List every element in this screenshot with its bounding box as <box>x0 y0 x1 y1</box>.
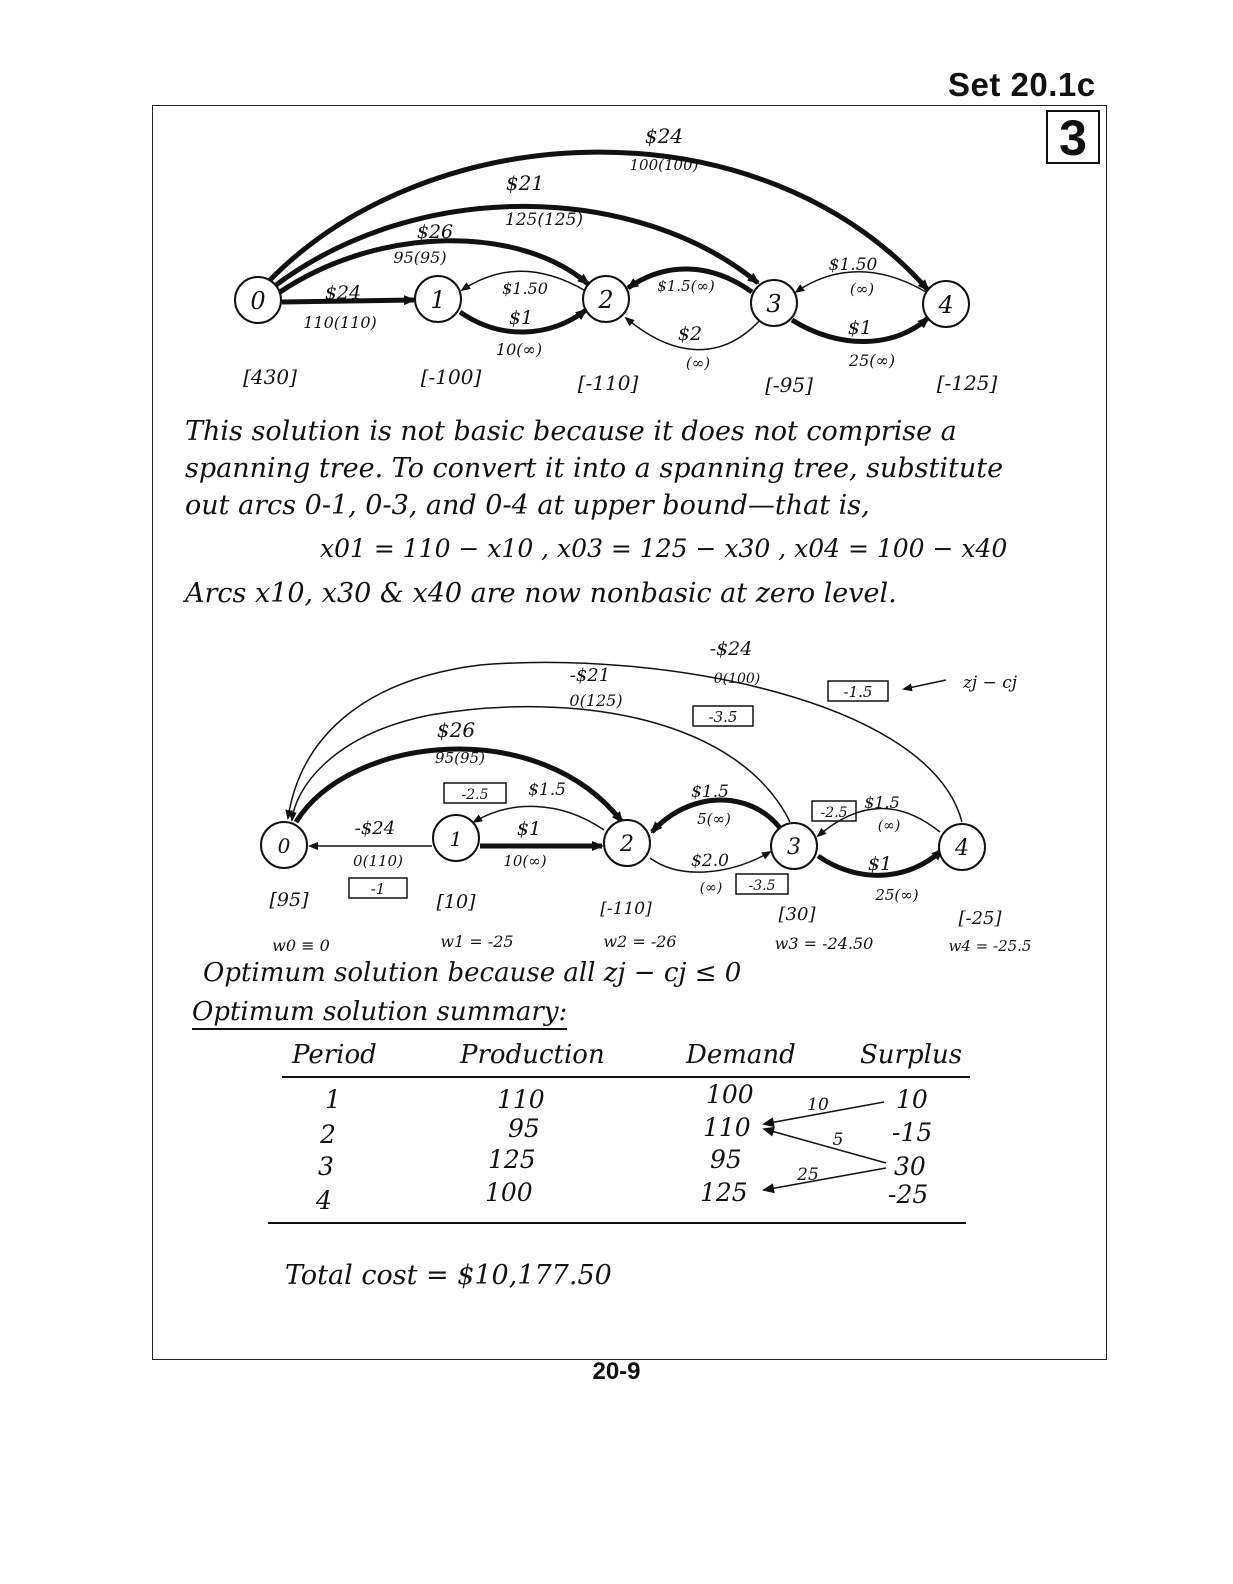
network-diagram-2 <box>0 635 1233 965</box>
node-2 <box>604 820 650 866</box>
arc-3-2-cost: $1.5 <box>691 782 729 802</box>
reduced-cost-box <box>828 681 888 701</box>
cell-surplus: 30 <box>894 1152 926 1181</box>
optimality-statement: Optimum solution because all zj − cj ≤ 0 <box>203 958 742 988</box>
reduced-cost-value: -1 <box>370 880 386 898</box>
arc-2-3-flow: (∞) <box>699 880 723 896</box>
arc-0-4-flow: 100(100) <box>629 156 699 174</box>
arc-1-0-flow: 0(110) <box>353 852 403 870</box>
node-1 <box>433 815 479 861</box>
node-label: 1 <box>430 286 446 314</box>
arc-2-3-flow: (∞) <box>685 354 711 372</box>
table-header-period: Period <box>292 1040 377 1070</box>
arc-0-2-flow: 95(95) <box>435 749 485 767</box>
node-2-value: [-110] <box>600 899 652 919</box>
arc-4-3-flow: (∞) <box>877 818 901 834</box>
cell-period: 3 <box>318 1152 334 1181</box>
nonbasic-arcs-line: Arcs x10, x30 & x40 are now nonbasic at zero level. <box>185 578 897 609</box>
arc-3-0-flow: 0(125) <box>569 691 623 710</box>
zc-label: zj − cj <box>962 673 1018 693</box>
node-4-value: [-25] <box>958 908 1002 929</box>
arc-4-0-cost: -$24 <box>709 638 753 660</box>
arc-0-2-cost: $26 <box>436 718 476 742</box>
node-2 <box>583 276 629 322</box>
cell-production: 95 <box>508 1114 540 1143</box>
reduced-cost-value: -3.5 <box>708 708 738 726</box>
node-label: 0 <box>277 834 291 858</box>
arc-0-2-cost: $26 <box>416 221 454 243</box>
cell-demand: 100 <box>706 1080 754 1109</box>
dual-w0: w0 ≡ 0 <box>272 936 330 955</box>
cell-period: 1 <box>325 1085 341 1114</box>
cell-period: 4 <box>316 1186 332 1215</box>
arc-0-1-cost: $24 <box>324 282 362 304</box>
arc-2-1-cost: $1.5 <box>528 780 566 800</box>
reduced-cost-box <box>812 801 856 821</box>
arc-0-1-flow: 110(110) <box>303 313 377 332</box>
node-3-value: [-95] <box>765 373 813 397</box>
arc-4-3-cost: $1.50 <box>828 255 878 275</box>
cell-production: 100 <box>485 1178 533 1207</box>
transfer-arrow-2 <box>764 1129 886 1163</box>
arc-1-2-cost: $1 <box>516 818 542 840</box>
cell-production: 125 <box>488 1145 536 1174</box>
node-label: 4 <box>955 836 969 861</box>
node-label: 3 <box>787 835 801 860</box>
explanation-line-3: out arcs 0-1, 0-3, and 0-4 at upper bound—that is, <box>185 490 870 521</box>
set-number-box: 3 <box>1046 110 1100 164</box>
reduced-cost-box <box>444 783 506 803</box>
reduced-cost-box <box>736 874 788 894</box>
arc-1-2-flow: 10(∞) <box>495 340 543 359</box>
reduced-cost-box <box>693 706 753 726</box>
zc-pointer-arrow <box>904 680 946 689</box>
cell-period: 2 <box>320 1120 336 1149</box>
reduced-cost-box <box>349 878 407 898</box>
node-0 <box>235 277 281 323</box>
dual-w4: w4 = -25.5 <box>948 937 1032 955</box>
node-3 <box>771 823 817 869</box>
reduced-cost-value: -2.5 <box>461 787 489 803</box>
arc-1-2-cost: $1 <box>508 307 534 329</box>
node-2-value: [-110] <box>577 371 639 395</box>
summary-title: Optimum solution summary: <box>192 997 567 1030</box>
dual-w1: w1 = -25 <box>440 932 514 951</box>
cell-surplus: -25 <box>888 1180 929 1209</box>
arc-3-0-cost: -$21 <box>569 665 611 686</box>
arc-0-3-cost: $21 <box>505 171 545 195</box>
arc-3-4-cost: $1 <box>847 317 873 339</box>
node-3 <box>751 280 797 326</box>
node-1 <box>415 276 461 322</box>
table-header-demand: Demand <box>686 1040 796 1070</box>
reduced-cost-value: -2.5 <box>820 805 848 821</box>
cell-surplus: 10 <box>896 1085 928 1114</box>
cell-demand: 110 <box>703 1113 751 1142</box>
explanation-line-1: This solution is not basic because it does not comprise a <box>185 416 957 447</box>
dual-w3: w3 = -24.50 <box>774 934 874 953</box>
arc-0-4-cost: $24 <box>644 124 684 148</box>
dual-w2: w2 = -26 <box>603 932 677 951</box>
node-3-value: [30] <box>778 904 816 925</box>
arc-2-3-cost: $2.0 <box>691 851 729 871</box>
node-4-value: [-125] <box>936 371 998 395</box>
node-label: 3 <box>766 290 782 318</box>
substitution-equation: x01 = 110 − x10 , x03 = 125 − x30 , x04 = 100 − x40 <box>320 534 1008 563</box>
node-0-value: [430] <box>243 365 297 389</box>
arc-3-4-flow: 25(∞) <box>848 351 896 370</box>
explanation-line-2: spanning tree. To convert it into a spanning tree, substitute <box>185 453 1004 484</box>
arc-3-2-cost: $1.5(∞) <box>657 277 715 295</box>
node-4 <box>923 281 969 327</box>
arc-0-2-flow: 95(95) <box>393 248 447 267</box>
cell-surplus: -15 <box>892 1118 933 1147</box>
page-number: 20-9 <box>592 1358 641 1385</box>
node-0-value: [95] <box>269 889 309 911</box>
explanation-paragraph <box>185 413 1065 524</box>
reduced-cost-value: -3.5 <box>748 878 776 894</box>
arc-4-0-flow: 0(100) <box>713 671 761 687</box>
transfer-arrow-3 <box>764 1168 886 1190</box>
transfer-label: 25 <box>797 1165 819 1185</box>
node-label: 2 <box>620 832 634 857</box>
arc-3-2-flow: 5(∞) <box>697 810 731 828</box>
cell-demand: 95 <box>710 1145 742 1174</box>
node-1-value: [-100] <box>420 365 482 389</box>
node-label: 2 <box>598 286 614 314</box>
arc-2-3-cost: $2 <box>677 323 703 345</box>
transfer-label: 10 <box>807 1095 829 1115</box>
arc-1-0-cost: -$24 <box>354 818 396 839</box>
arc-1-2-flow: 10(∞) <box>503 852 547 870</box>
transfer-label: 5 <box>832 1130 844 1150</box>
set-label: Set 20.1c <box>948 66 1096 103</box>
node-0 <box>261 822 307 868</box>
arc-2-1-cost: $1.50 <box>502 279 548 298</box>
node-4 <box>939 824 985 870</box>
table-header-surplus: Surplus <box>860 1040 963 1070</box>
arc-3-4-cost: $1 <box>867 853 893 875</box>
arc-4-3-cost: $1.5 <box>864 793 900 812</box>
node-label: 4 <box>938 291 954 319</box>
table-header-rule <box>282 1076 970 1078</box>
node-label: 0 <box>250 287 266 315</box>
node-1-value: [10] <box>436 891 476 913</box>
total-cost: Total cost = $10,177.50 <box>285 1260 612 1291</box>
node-label: 1 <box>449 827 463 851</box>
cell-production: 110 <box>497 1085 545 1114</box>
cell-demand: 125 <box>700 1178 748 1207</box>
table-header-production: Production <box>460 1040 605 1070</box>
arc-3-4-flow: 25(∞) <box>875 886 919 904</box>
reduced-cost-value: -1.5 <box>843 683 873 701</box>
arc-0-3-flow: 125(125) <box>504 210 584 230</box>
arc-4-3-flow: (∞) <box>849 280 875 298</box>
surplus-transfer-arrows <box>0 1090 1233 1230</box>
